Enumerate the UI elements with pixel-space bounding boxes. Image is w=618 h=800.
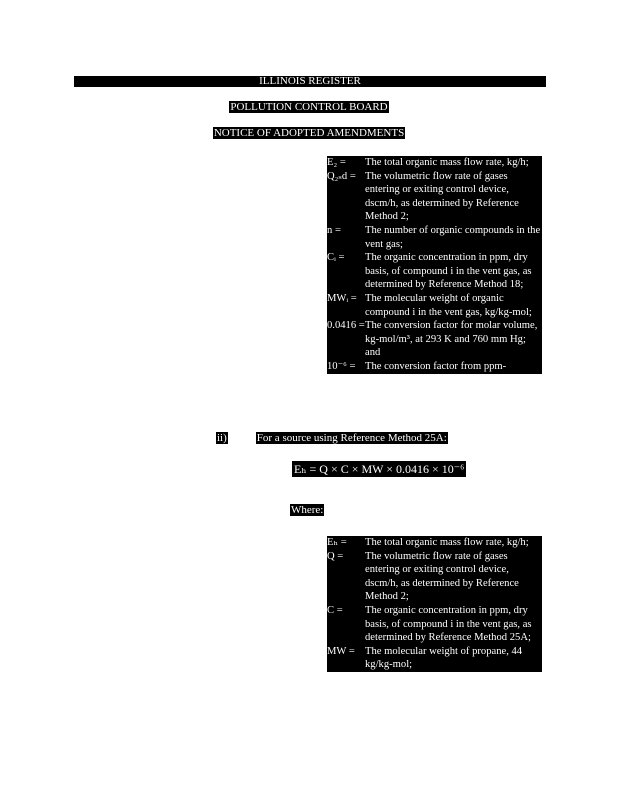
definition-text: The molecular weight of propane, 44 kg/kg-mol; [365,645,523,671]
definition-text: The volumetric flow rate of gases entering or exiting control device, dscm/h, as determined by Reference Method 2; [365,170,519,223]
definition-text: The total organic mass flow rate, kg/h; [365,537,529,548]
board-heading [0,101,618,114]
definition-row [327,319,542,360]
definition-symbol: Cᵢ = [327,252,345,264]
definition-text: The organic concentration in ppm, dry basis, of compound i in the vent gas, as determined by Reference Method 18; [365,252,532,291]
definition-symbol: 0.0416 = [327,320,365,332]
register-title: ILLINOIS REGISTER [259,75,361,87]
definition-text: The number of organic compounds in the vent gas; [365,224,541,250]
definition-row [327,224,542,251]
definition-symbol: MW = [327,645,355,657]
definition-text: The organic concentration in ppm, dry basis, of compound i in the vent gas, as determined by Reference Method 25A; [365,604,532,644]
definition-symbol: Q = [327,550,344,562]
definition-symbol: n = [327,224,341,236]
definition-symbol: Eₕ = [327,537,347,548]
definition-row [327,292,542,319]
definition-text: The volumetric flow rate of gases entering or exiting control device, dscm/h, as determined by Reference Method 2; [365,550,519,603]
section-paragraph [216,432,448,445]
definition-symbol: 10⁻⁶ = [327,360,356,372]
definition-row [327,156,542,170]
definition-symbol: E₂ = [327,157,346,168]
definition-symbol: MWᵢ = [327,292,357,304]
definition-symbol: C = [327,604,343,616]
section-text: For a source using Reference Method 25A: [256,432,447,444]
definition-text: The molecular weight of organic compound i in the vent gas, kg/kg-mol; [365,292,532,318]
definition-row [327,645,542,672]
definitions-block-2 [327,536,542,672]
notice-title: NOTICE OF ADOPTED AMENDMENTS [213,127,405,139]
definition-row [327,536,542,550]
register-header [74,76,546,87]
definition-text: The conversion factor from ppm- [365,360,507,372]
section-label: ii) [217,432,227,444]
definition-row [327,550,542,604]
where-heading [290,504,324,517]
definitions-block-1 [327,156,542,374]
definition-row [327,170,542,224]
mass-flow-formula: Eₕ = Q × C × MW × 0.0416 × 10⁻⁶ [294,462,465,476]
definition-text: The conversion factor for molar volume, kg-mol/m³, at 293 K and 760 mm Hg; and [365,320,538,359]
where-label: Where: [291,504,324,516]
definition-text: The total organic mass flow rate, kg/h; [365,157,529,168]
definition-row [327,604,542,645]
definition-row [327,360,542,374]
board-title: POLLUTION CONTROL BOARD [230,101,388,113]
definition-symbol: Q₂ₛd = [327,170,356,182]
definition-row [327,251,542,292]
notice-heading [0,127,618,140]
